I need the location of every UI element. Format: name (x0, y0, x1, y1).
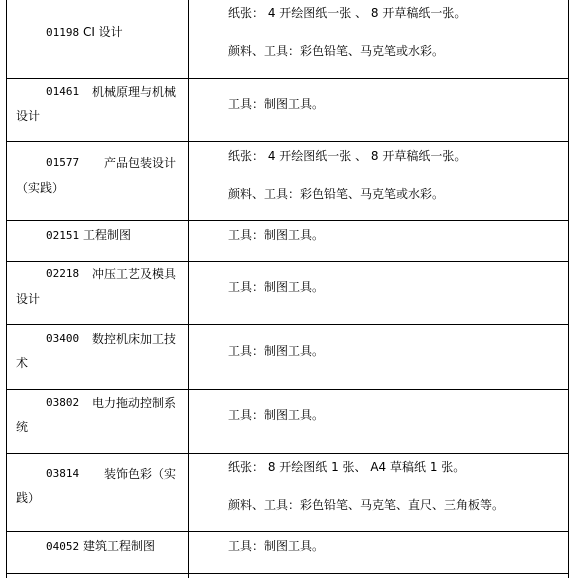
tools-requirement: 工具：制图工具。 (228, 280, 325, 294)
row-divider (6, 573, 568, 574)
course-name: 工程制图 (82, 228, 131, 242)
row-divider (6, 78, 568, 79)
tools-requirement: 工具：制图工具。 (228, 97, 325, 111)
course-name: 装饰色彩（实 (104, 467, 177, 481)
course-code: 01577 (46, 156, 80, 169)
course-name-cont: 设计 (16, 292, 41, 306)
course-name-cell (46, 539, 155, 554)
row-divider (6, 141, 568, 142)
row-divider (6, 531, 568, 532)
course-name-cont: 设计 (16, 109, 41, 123)
course-name: 冲压工艺及模具 (92, 267, 177, 281)
course-code: 01198 (46, 26, 80, 39)
row-divider (6, 220, 568, 221)
column-divider (188, 0, 189, 578)
tools-requirement: 工具：制图工具。 (228, 228, 325, 242)
tools-requirement: 工具：制图工具。 (228, 344, 325, 358)
row-divider (6, 389, 568, 390)
course-name-cont: 践） (16, 491, 41, 505)
course-name: 数控机床加工技 (92, 332, 177, 346)
course-code: 03802 (46, 396, 80, 409)
paper-requirement: 纸张： 8 开绘图纸 1 张、 A4 草稿纸 1 张。 (228, 460, 466, 474)
paper-requirement: 纸张： 4 开绘图纸一张 、 8 开草稿纸一张。 (228, 6, 467, 20)
row-divider (6, 453, 568, 454)
paper-requirement: 纸张： 4 开绘图纸一张 、 8 开草稿纸一张。 (228, 149, 467, 163)
course-name: CI 设计 (82, 25, 123, 39)
tools-requirement: 颜料、工具：彩色铅笔、马克笔或水彩。 (228, 44, 445, 58)
course-code: 03400 (46, 332, 80, 345)
course-name: 机械原理与机械 (92, 85, 177, 99)
course-code: 03814 (46, 467, 80, 480)
course-code: 02218 (46, 267, 80, 280)
table-border-left (6, 0, 7, 578)
course-name: 电力拖动控制系 (92, 396, 177, 410)
course-name: 建筑工程制图 (82, 539, 155, 553)
course-name-cell (46, 25, 123, 40)
course-code: 04052 (46, 540, 80, 553)
course-code: 01461 (46, 85, 80, 98)
tools-requirement: 颜料、工具：彩色铅笔、马克笔或水彩。 (228, 187, 445, 201)
table-border-right (568, 0, 569, 578)
course-name: 产品包装设计 (104, 156, 177, 170)
row-divider (6, 324, 568, 325)
course-name-cell (46, 228, 131, 243)
course-name-cont: 统 (16, 420, 29, 434)
course-name-cont: 术 (16, 356, 29, 370)
course-name-cont: （实践） (16, 181, 65, 195)
tools-requirement: 颜料、工具：彩色铅笔、马克笔、直尺、三角板等。 (228, 498, 505, 512)
row-divider (6, 261, 568, 262)
tools-requirement: 工具：制图工具。 (228, 539, 325, 553)
course-code: 02151 (46, 229, 80, 242)
tools-requirement: 工具：制图工具。 (228, 408, 325, 422)
